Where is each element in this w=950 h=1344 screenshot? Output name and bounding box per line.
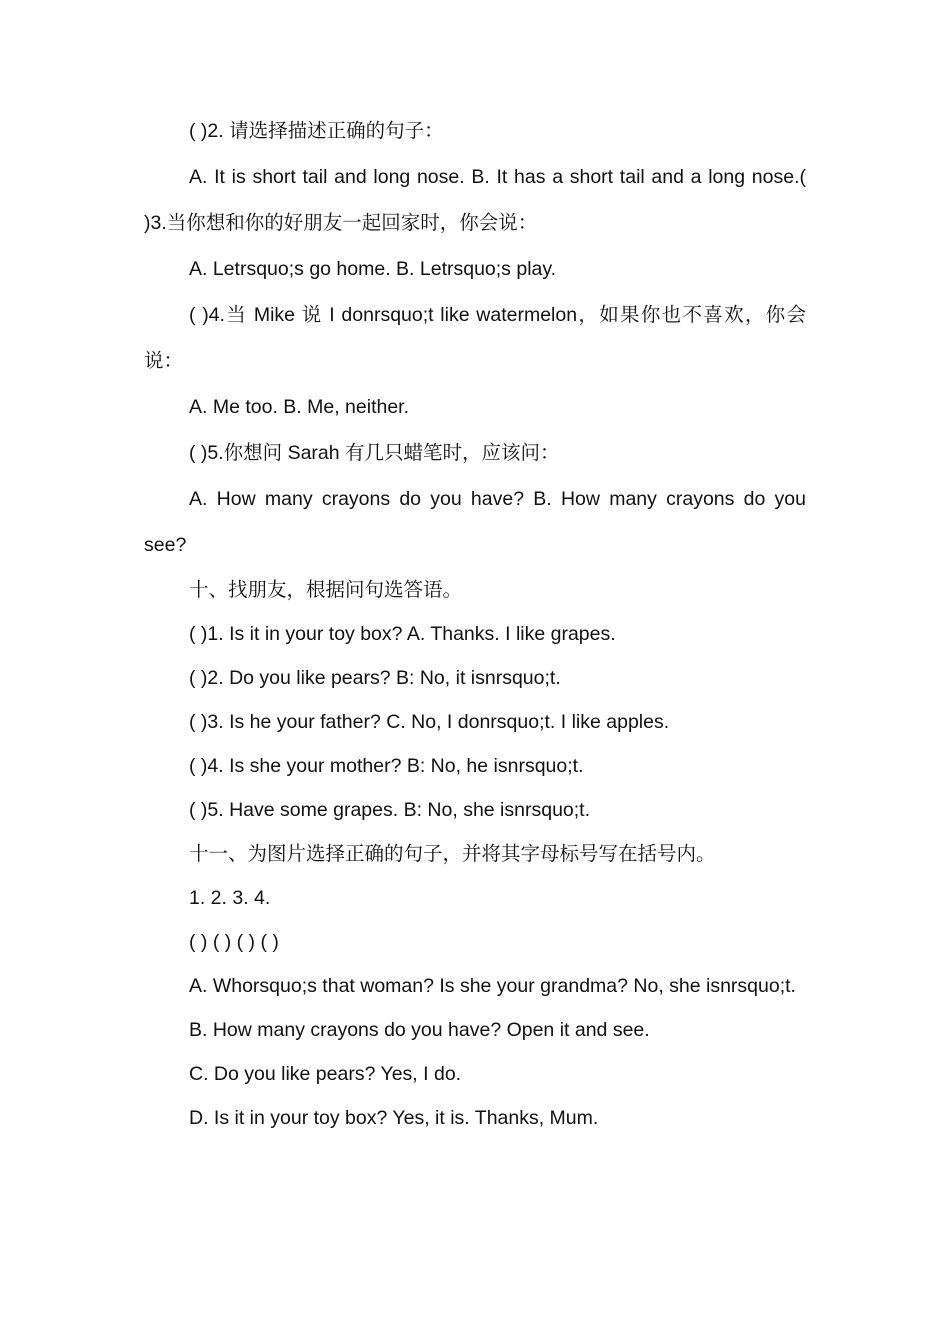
sentence-option-a: A. Whorsquo;s that woman? Is she your grandma? No, she isnrsquo;t. (189, 975, 796, 997)
match-item-2: ( )2. Do you like pears? B: No, it isnrsquo;t. (189, 667, 561, 689)
question-4: ( )4.当 Mike 说 I donrsquo;t like watermelon，如果你也不喜欢，你会说： (144, 304, 806, 372)
document-body (144, 108, 806, 1140)
match-item-3: ( )3. Is he your father? C. No, I donrsquo;t. I like apples. (189, 711, 670, 733)
question-4-options: A. Me too. B. Me, neither. (189, 396, 410, 418)
match-item-4: ( )4. Is she your mother? B: No, he isnrsquo;t. (189, 755, 584, 777)
question-5-options: A. How many crayons do you have? B. How many crayons do you see? (144, 488, 806, 556)
sentence-option-c: C. Do you like pears? Yes, I do. (189, 1063, 462, 1085)
sentence-option-d: D. Is it in your toy box? Yes, it is. Thanks, Mum. (189, 1107, 599, 1129)
sentence-option-b: B. How many crayons do you have? Open it and see. (189, 1019, 650, 1041)
match-item-5: ( )5. Have some grapes. B: No, she isnrsquo;t. (189, 799, 591, 821)
picture-numbers: 1. 2. 3. 4. (189, 887, 271, 909)
section-11-heading: 十一、为图片选择正确的句子，并将其字母标号写在括号内。 (189, 843, 716, 865)
question-2-options-and-question-3: A. It is short tail and long nose. B. It has a short tail and a long nose.( )3.当你想和你的好朋友一起回家时，你会说： (144, 166, 806, 234)
question-2: ( )2. 请选择描述正确的句子： (189, 120, 444, 142)
section-10-heading: 十、找朋友，根据问句选答语。 (189, 579, 463, 601)
question-5: ( )5.你想问 Sarah 有几只蜡笔时，应该问： (189, 442, 560, 464)
question-3-options: A. Letrsquo;s go home. B. Letrsquo;s play. (189, 258, 557, 280)
match-item-1: ( )1. Is it in your toy box? A. Thanks. I like grapes. (189, 623, 616, 645)
answer-blanks: ( ) ( ) ( ) ( ) (189, 931, 279, 953)
